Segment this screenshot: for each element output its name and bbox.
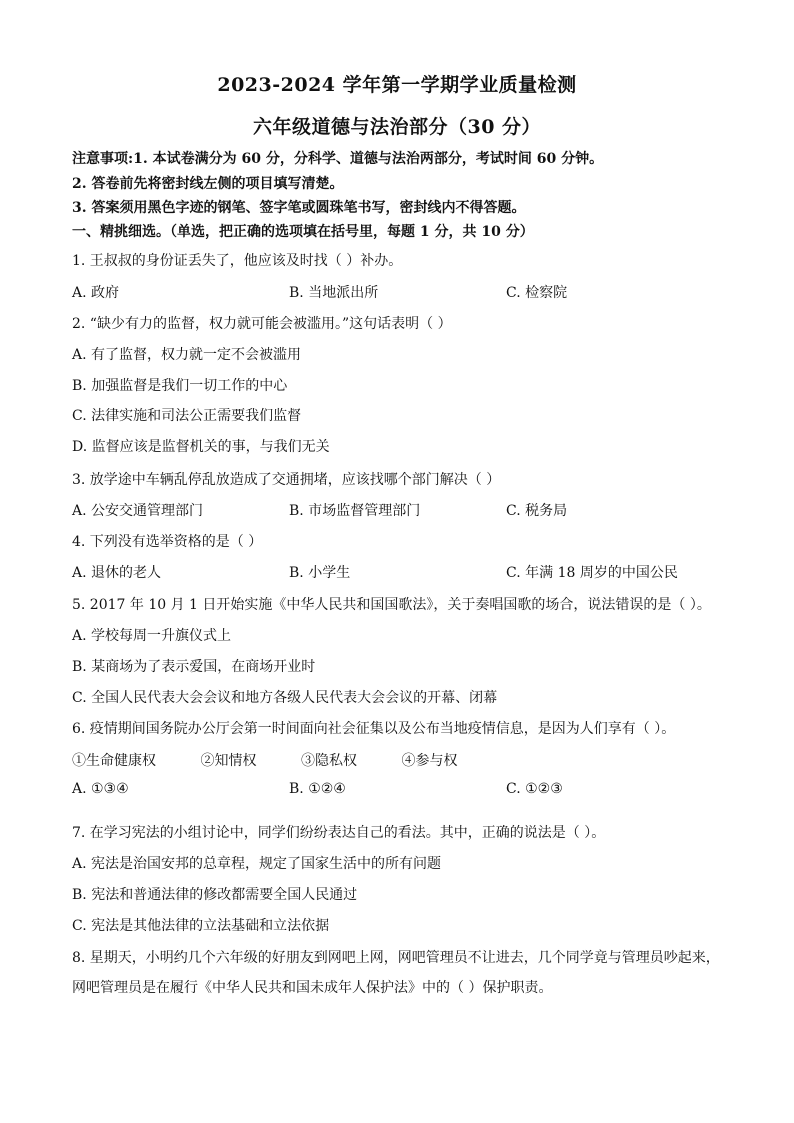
q6-option-c: C. ①②③: [506, 781, 563, 797]
q1-option-b: B. 当地派出所: [289, 285, 379, 301]
q4-option-a: A. 退休的老人: [72, 565, 162, 581]
q3-option-c: C. 税务局: [506, 503, 568, 519]
q1-option-c: C. 检察院: [506, 285, 568, 301]
question-2-stem: 2. “缺少有力的监督，权力就可能会被滥用。”这句话表明（ ）: [72, 316, 452, 332]
note-2: 2. 答卷前先将密封线左侧的项目填写清楚。: [72, 176, 344, 192]
q2-option-c: C. 法律实施和司法公正需要我们监督: [72, 408, 302, 424]
note-1: 注意事项:1. 本试卷满分为 60 分，分科学、道德与法治两部分，考试时间 60 分钟。: [72, 151, 604, 167]
q6-option-b: B. ①②④: [289, 781, 346, 797]
q7-option-a: A. 宪法是治国安邦的总章程，规定了国家生活中的所有问题: [72, 856, 442, 872]
question-4-stem: 4. 下列没有选举资格的是（ ）: [72, 534, 263, 550]
question-6-stem: 6. 疫情期间国务院办公厅会第一时间面向社会征集以及公布当地疫情信息，是因为人们享有（ ）。: [72, 721, 676, 737]
q2-option-d: D. 监督应该是监督机关的事，与我们无关: [72, 439, 330, 455]
q1-option-a: A. 政府: [72, 285, 120, 301]
q3-option-a: A. 公安交通管理部门: [72, 503, 204, 519]
q3-option-b: B. 市场监督管理部门: [289, 503, 421, 519]
q5-option-a: A. 学校每周一升旗仪式上: [72, 628, 232, 644]
q6-rights-list: ①生命健康权 ②知情权 ③隐私权 ④参与权: [72, 753, 458, 769]
q5-option-c: C. 全国人民代表大会会议和地方各级人民代表大会会议的开幕、闭幕: [72, 690, 498, 706]
question-7-stem: 7. 在学习宪法的小组讨论中，同学们纷纷表达自己的看法。其中，正确的说法是（ ）。: [72, 825, 606, 841]
question-3-stem: 3. 放学途中车辆乱停乱放造成了交通拥堵，应该找哪个部门解决（ ）: [72, 472, 501, 488]
q6-option-a: A. ①③④: [72, 781, 129, 797]
q2-option-b: B. 加强监督是我们一切工作的中心: [72, 378, 288, 394]
q7-option-b: B. 宪法和普通法律的修改都需要全国人民通过: [72, 887, 358, 903]
question-5-stem: 5. 2017 年 10 月 1 日开始实施《中华人民共和国国歌法》，关于奏唱国歌的场合，说法错误的是（ ）。: [72, 597, 711, 613]
exam-subtitle: 六年级道德与法治部分（30 分）: [252, 116, 542, 138]
q2-option-a: A. 有了监督，权力就一定不会被滥用: [72, 347, 302, 363]
note-3: 3. 答案须用黑色字迹的钢笔、签字笔或圆珠笔书写，密封线内不得答题。: [72, 200, 526, 216]
q7-option-c: C. 宪法是其他法律的立法基础和立法依据: [72, 918, 330, 934]
question-8-stem: 8. 星期天，小明约几个六年级的好朋友到网吧上网，网吧管理员不让进去，几个同学竟与管理员吵起来，: [72, 950, 720, 966]
q4-option-c: C. 年满 18 周岁的中国公民: [506, 565, 678, 581]
question-1-stem: 1. 王叔叔的身份证丢失了，他应该及时找（ ）补办。: [72, 253, 403, 269]
question-8-stem-cont: 网吧管理员是在履行《中华人民共和国未成年人保护法》中的（ ）保护职责。: [72, 980, 553, 996]
q4-option-b: B. 小学生: [289, 565, 351, 581]
exam-title: 2023-2024 学年第一学期学业质量检测: [217, 74, 577, 96]
section-heading: 一、精挑细选。（单选，把正确的选项填在括号里，每题 1 分，共 10 分）: [72, 224, 534, 240]
q5-option-b: B. 某商场为了表示爱国，在商场开业时: [72, 659, 316, 675]
